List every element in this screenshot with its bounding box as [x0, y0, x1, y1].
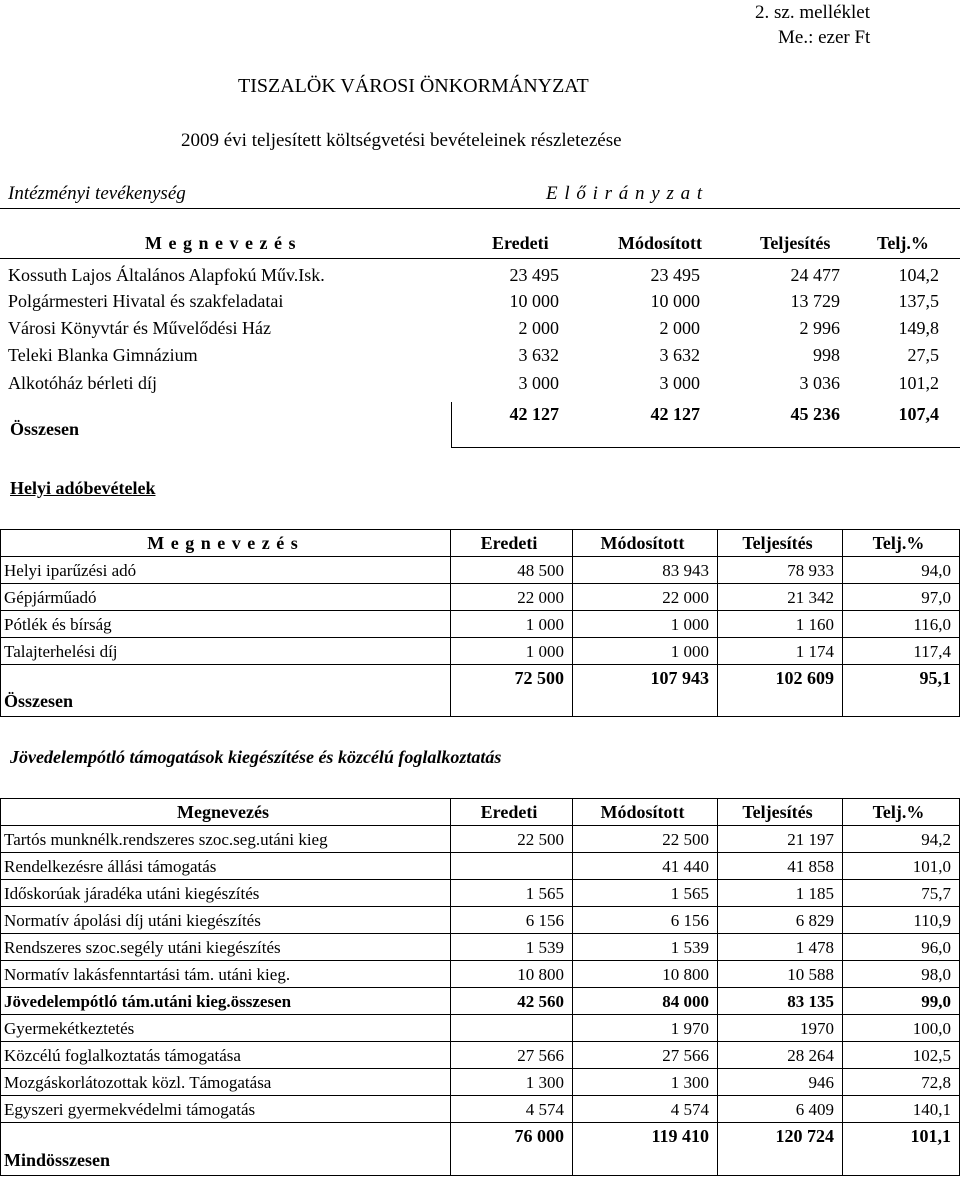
row-value: 116,0: [843, 611, 960, 638]
forecast-label: E l ő i r á n y z a t: [546, 183, 704, 204]
row-value: 117,4: [843, 638, 960, 665]
row-value: 84 000: [573, 988, 718, 1015]
row-value: 22 000: [573, 584, 718, 611]
row-value: 48 500: [451, 557, 573, 584]
table-header-row: [1, 799, 960, 826]
section1-header-original: Eredeti: [492, 233, 549, 253]
row-value: 1 174: [718, 638, 843, 665]
row-value: 41 858: [718, 853, 843, 880]
unit-label: Me.: ezer Ft: [778, 27, 871, 48]
row-label: Normatív ápolási díj utáni kiegészítés: [1, 907, 451, 934]
row-value: 94,2: [843, 826, 960, 853]
total-label: Összesen: [1, 665, 451, 717]
total-label: Mindösszesen: [1, 1123, 451, 1176]
row-value: 23 495: [509, 265, 559, 285]
row-value: 946: [718, 1069, 843, 1096]
row-label: Pótlék és bírság: [1, 611, 451, 638]
row-value: 97,0: [843, 584, 960, 611]
row-value: 2 000: [518, 318, 559, 338]
row-value: 83 135: [718, 988, 843, 1015]
row-label: Teleki Blanka Gimnázium: [8, 345, 198, 365]
row-value: 27,5: [907, 345, 939, 365]
row-label: Helyi iparűzési adó: [1, 557, 451, 584]
table-total-row: [1, 1123, 960, 1176]
row-value: 2 000: [659, 318, 700, 338]
row-value: 998: [813, 345, 840, 365]
row-value: [451, 1015, 573, 1042]
row-value: 100,0: [843, 1015, 960, 1042]
row-value: 140,1: [843, 1096, 960, 1123]
row-label: Polgármesteri Hivatal és szakfeladatai: [8, 291, 284, 311]
row-value: 102,5: [843, 1042, 960, 1069]
row-value: 1 160: [718, 611, 843, 638]
row-value: 1 539: [573, 934, 718, 961]
row-value: 41 440: [573, 853, 718, 880]
row-value: 3 000: [518, 373, 559, 393]
row-label: Rendszeres szoc.segély utáni kiegészítés: [1, 934, 451, 961]
table-total-row: [1, 665, 960, 717]
row-value: 78 933: [718, 557, 843, 584]
row-value: 10 800: [451, 961, 573, 988]
row-value: 1 000: [573, 638, 718, 665]
column-header: Eredeti: [451, 530, 573, 557]
total-value: 95,1: [843, 665, 960, 717]
row-value: 1 300: [451, 1069, 573, 1096]
row-value: 1 000: [451, 611, 573, 638]
table-row: [1, 934, 960, 961]
column-header: Teljesítés: [718, 799, 843, 826]
row-value: 75,7: [843, 880, 960, 907]
section1-header-actual: Teljesítés: [760, 233, 831, 253]
row-value: 10 000: [509, 291, 559, 311]
row-value: 98,0: [843, 961, 960, 988]
total-value: 107 943: [573, 665, 718, 717]
row-value: 24 477: [790, 265, 840, 285]
row-label: Egyszeri gyermekvédelmi támogatás: [1, 1096, 451, 1123]
section1-total-original: 42 127: [509, 404, 559, 424]
row-value: 6 409: [718, 1096, 843, 1123]
row-value: 1 185: [718, 880, 843, 907]
section3-table: [0, 798, 960, 1176]
row-value: 4 574: [451, 1096, 573, 1123]
row-value: 22 500: [573, 826, 718, 853]
row-value: 104,2: [898, 265, 939, 285]
table-header-row: [1, 530, 960, 557]
row-value: 137,5: [898, 291, 939, 311]
row-value: 27 566: [573, 1042, 718, 1069]
row-value: 1 565: [451, 880, 573, 907]
row-value: 21 197: [718, 826, 843, 853]
row-label: Normatív lakásfenntartási tám. utáni kieg.: [1, 961, 451, 988]
column-header: Módosított: [573, 530, 718, 557]
table-row: [1, 584, 960, 611]
row-value: 4 574: [573, 1096, 718, 1123]
table-row: [1, 611, 960, 638]
column-header: M e g n e v e z é s: [1, 530, 451, 557]
page-subtitle: 2009 évi teljesített költségvetési bevételeinek részletezése: [181, 130, 622, 151]
section1-header-percent: Telj.%: [877, 233, 929, 253]
row-label: Városi Könyvtár és Művelődési Ház: [8, 318, 271, 338]
row-value: 1 539: [451, 934, 573, 961]
row-value: 23 495: [650, 265, 700, 285]
row-value: 6 156: [451, 907, 573, 934]
row-label: Alkotóház bérleti díj: [8, 373, 157, 393]
page-title: TISZALÖK VÁROSI ÖNKORMÁNYZAT: [238, 75, 589, 97]
row-label: Időskorúak járadéka utáni kiegészítés: [1, 880, 451, 907]
row-value: 13 729: [790, 291, 840, 311]
row-value: 149,8: [898, 318, 939, 338]
section2-table: [0, 529, 960, 717]
section1-total-label: Összesen: [10, 419, 79, 439]
row-value: 3 632: [659, 345, 700, 365]
row-value: 1970: [718, 1015, 843, 1042]
section2-heading: Helyi adóbevételek: [10, 478, 156, 498]
section3-heading: Jövedelempótló támogatások kiegészítése és közcélú foglalkoztatás: [10, 747, 502, 767]
column-header: Eredeti: [451, 799, 573, 826]
total-value: 119 410: [573, 1123, 718, 1176]
row-value: 1 478: [718, 934, 843, 961]
row-value: 3 000: [659, 373, 700, 393]
table-row: [1, 853, 960, 880]
row-value: 10 588: [718, 961, 843, 988]
total-value: 102 609: [718, 665, 843, 717]
row-value: 83 943: [573, 557, 718, 584]
row-label: Közcélú foglalkoztatás támogatása: [1, 1042, 451, 1069]
row-value: 22 500: [451, 826, 573, 853]
row-value: 42 560: [451, 988, 573, 1015]
column-header: Telj.%: [843, 530, 960, 557]
column-header: Teljesítés: [718, 530, 843, 557]
row-value: 1 000: [573, 611, 718, 638]
row-value: 1 565: [573, 880, 718, 907]
row-label: Gépjárműadó: [1, 584, 451, 611]
section1-total-modified: 42 127: [650, 404, 700, 424]
section1-header-modified: Módosított: [618, 233, 702, 253]
table-row: [1, 880, 960, 907]
column-header: Megnevezés: [1, 799, 451, 826]
row-value: 99,0: [843, 988, 960, 1015]
table-row: [1, 988, 960, 1015]
row-value: 28 264: [718, 1042, 843, 1069]
row-label: Gyermekétkeztetés: [1, 1015, 451, 1042]
row-label: Kossuth Lajos Általános Alapfokú Műv.Isk.: [8, 265, 325, 285]
row-value: 1 000: [451, 638, 573, 665]
total-value: 76 000: [451, 1123, 573, 1176]
table-row: [1, 638, 960, 665]
row-value: 2 996: [799, 318, 840, 338]
table-row: [1, 1096, 960, 1123]
total-value: 101,1: [843, 1123, 960, 1176]
column-header: Módosított: [573, 799, 718, 826]
table-row: [1, 1042, 960, 1069]
row-value: 10 800: [573, 961, 718, 988]
annex-label: 2. sz. melléklet: [755, 2, 871, 23]
row-value: 72,8: [843, 1069, 960, 1096]
table-row: [1, 826, 960, 853]
row-value: 101,2: [898, 373, 939, 393]
row-value: 27 566: [451, 1042, 573, 1069]
section1-header-name: M e g n e v e z é s: [145, 233, 297, 253]
row-value: 6 156: [573, 907, 718, 934]
section1-heading: Intézményi tevékenység: [8, 183, 186, 204]
row-label: Rendelkezésre állási támogatás: [1, 853, 451, 880]
row-value: 22 000: [451, 584, 573, 611]
row-value: 96,0: [843, 934, 960, 961]
row-value: 101,0: [843, 853, 960, 880]
row-value: 94,0: [843, 557, 960, 584]
total-value: 72 500: [451, 665, 573, 717]
row-value: 6 829: [718, 907, 843, 934]
table-row: [1, 961, 960, 988]
row-label: Talajterhelési díj: [1, 638, 451, 665]
column-header: Telj.%: [843, 799, 960, 826]
row-value: 3 036: [799, 373, 840, 393]
table-row: [1, 1069, 960, 1096]
section1-total-percent: 107,4: [898, 404, 939, 424]
table-row: [1, 1015, 960, 1042]
row-value: 1 970: [573, 1015, 718, 1042]
section1-total-actual: 45 236: [790, 404, 840, 424]
row-value: 10 000: [650, 291, 700, 311]
table-row: [1, 557, 960, 584]
row-value: 110,9: [843, 907, 960, 934]
row-label: Jövedelempótló tám.utáni kieg.összesen: [1, 988, 451, 1015]
row-label: Mozgáskorlátozottak közl. Támogatása: [1, 1069, 451, 1096]
row-label: Tartós munknélk.rendszeres szoc.seg.utáni kieg: [1, 826, 451, 853]
row-value: 21 342: [718, 584, 843, 611]
row-value: 3 632: [518, 345, 559, 365]
row-value: [451, 853, 573, 880]
table-row: [1, 907, 960, 934]
total-value: 120 724: [718, 1123, 843, 1176]
row-value: 1 300: [573, 1069, 718, 1096]
